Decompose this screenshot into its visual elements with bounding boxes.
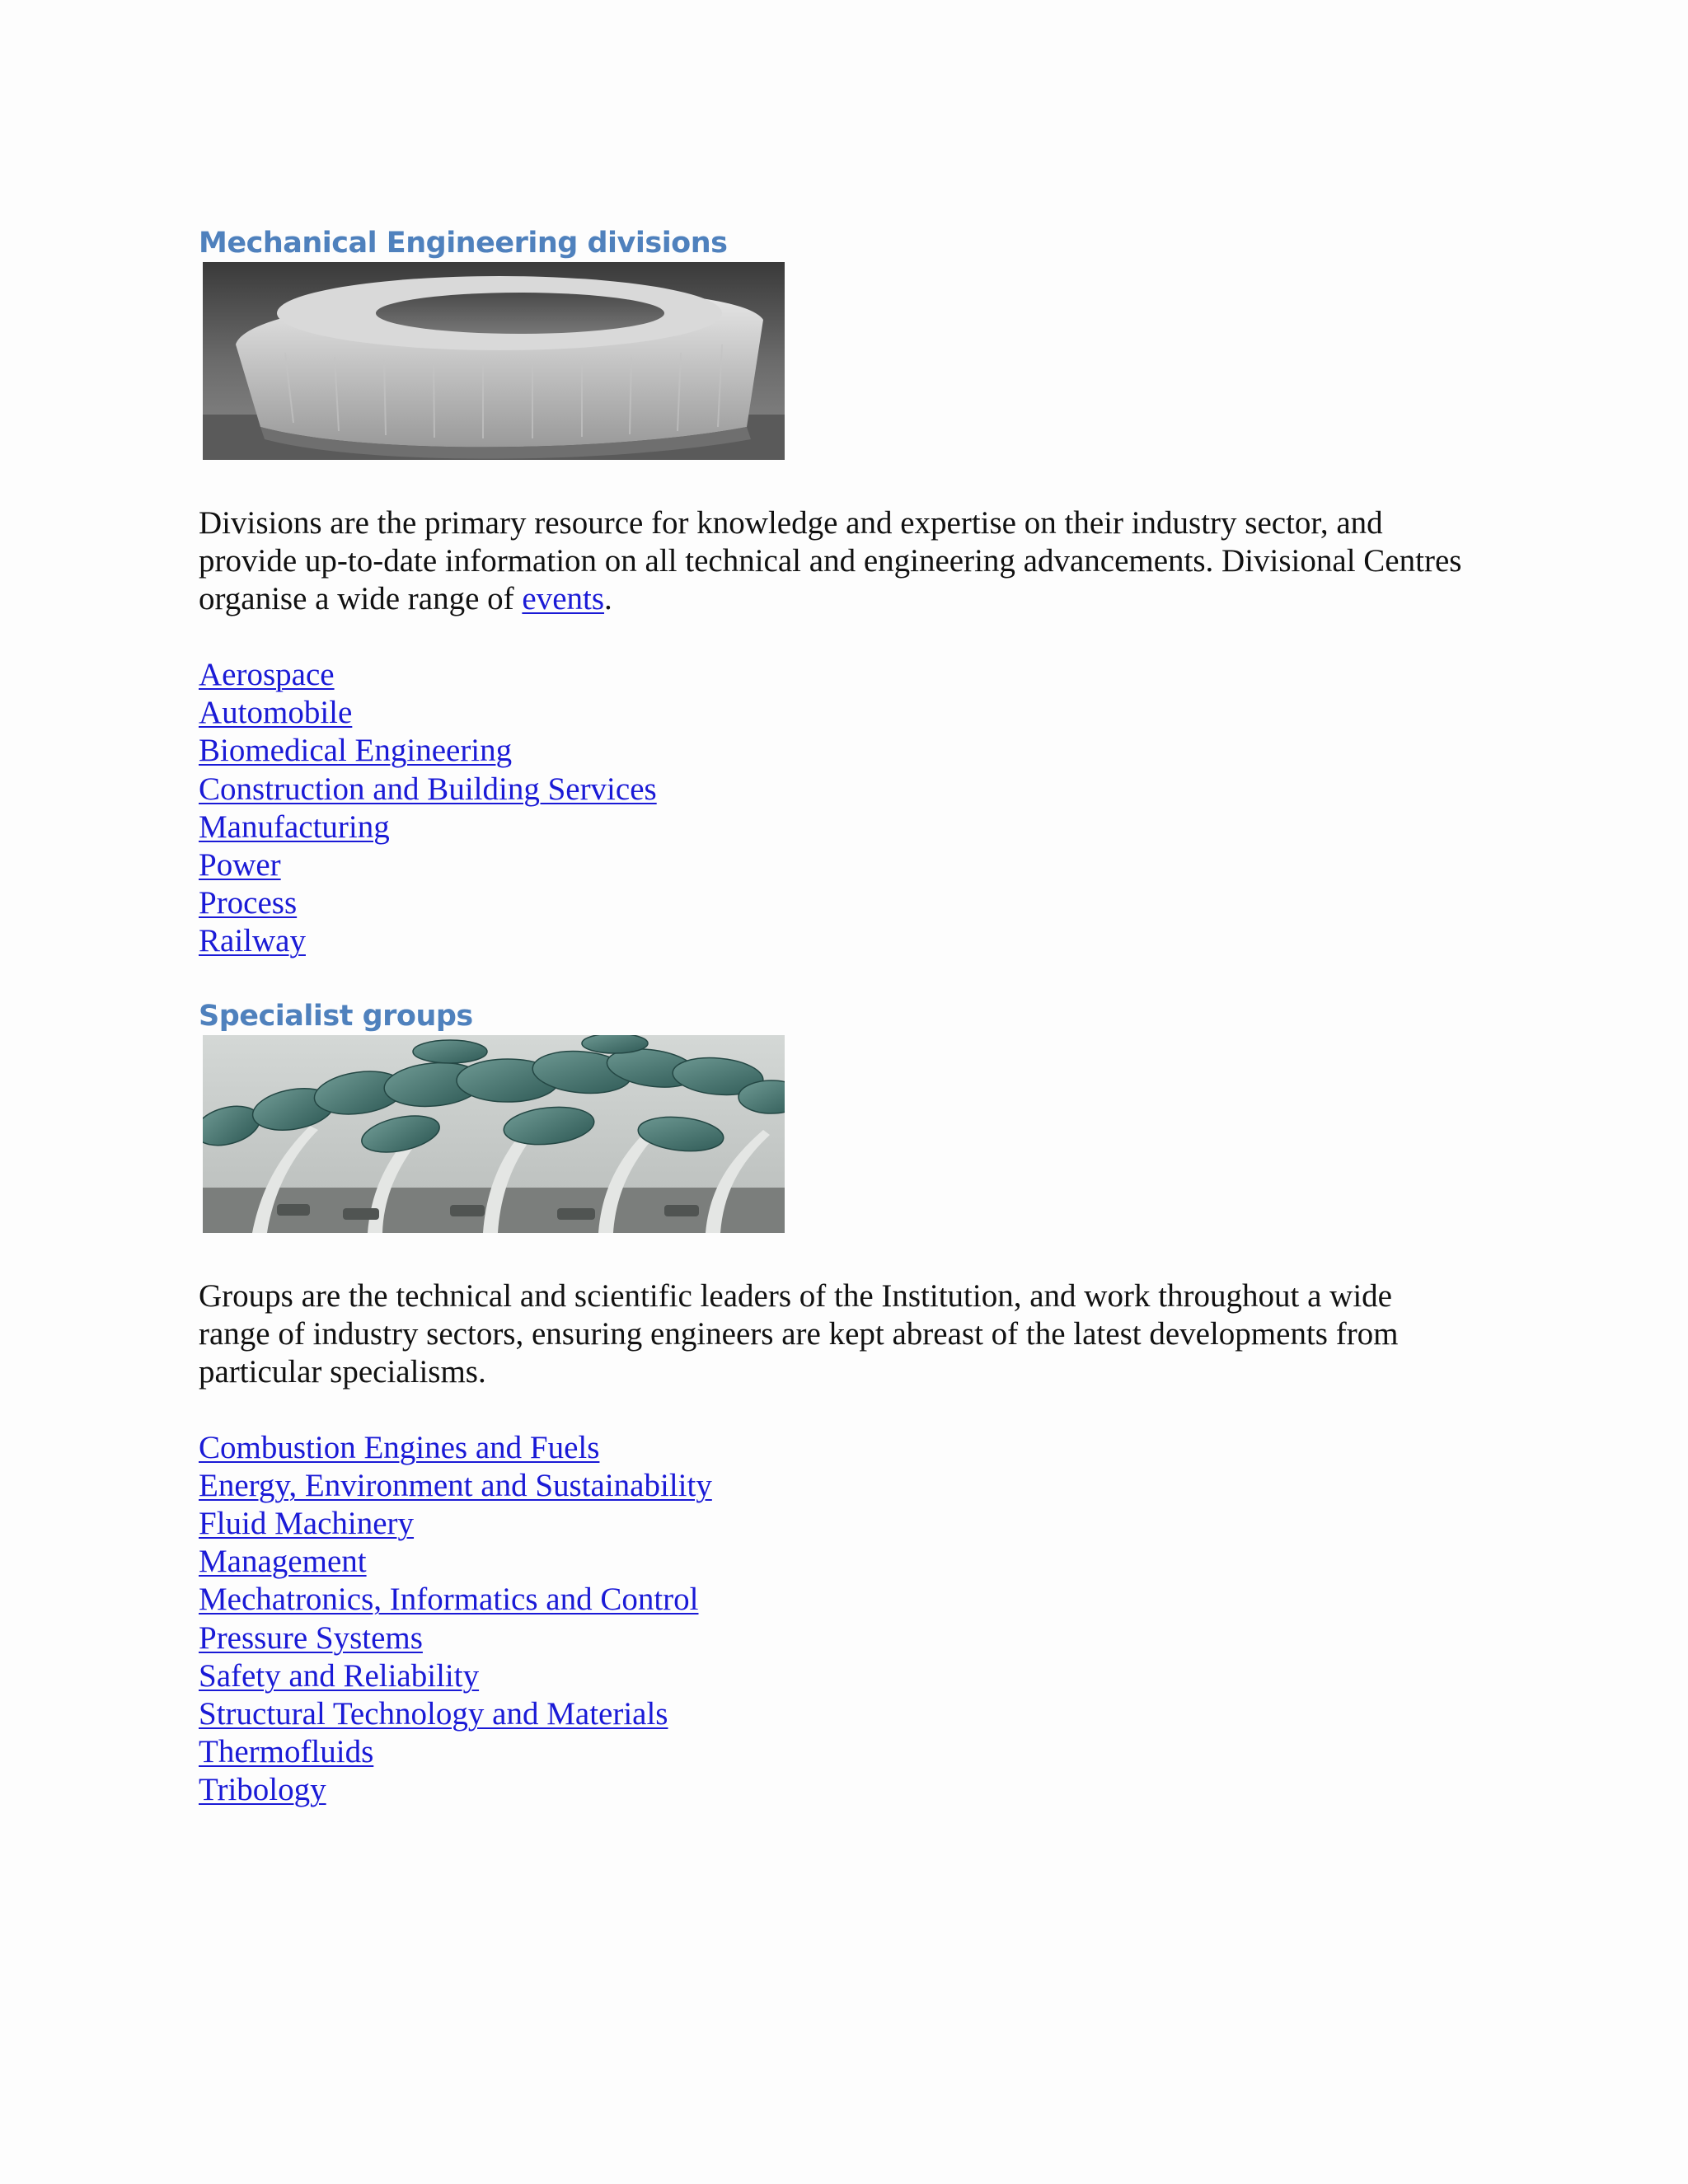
- division-link-process[interactable]: Process: [199, 885, 298, 921]
- division-link-construction[interactable]: Construction and Building Services: [199, 771, 657, 807]
- division-link-biomedical[interactable]: Biomedical Engineering: [199, 733, 513, 769]
- list-item: [199, 656, 1468, 694]
- list-item: [199, 884, 1468, 922]
- groups-heading: Specialist groups: [199, 999, 473, 1033]
- events-link[interactable]: events: [522, 581, 605, 616]
- divisions-list: [199, 656, 1468, 961]
- list-item: [199, 1543, 1468, 1581]
- document-page: [199, 224, 1468, 1810]
- divisions-intro-end: .: [604, 581, 612, 616]
- list-item: [199, 732, 1468, 770]
- division-link-manufacturing[interactable]: Manufacturing: [199, 808, 390, 845]
- list-item: [199, 1733, 1468, 1771]
- groups-list: [199, 1429, 1468, 1810]
- solar-trees-image: [203, 1035, 785, 1233]
- group-link-energy[interactable]: Energy, Environment and Sustainability: [199, 1467, 712, 1503]
- list-item: [199, 1581, 1468, 1619]
- list-item: [199, 1429, 1468, 1467]
- groups-intro: Groups are the technical and scientific leaders of the Institution, and work throughout a wide range of industry sectors, ensuring engineers are kept abreast of the latest developments from particular specialisms.: [199, 1277, 1399, 1390]
- list-item: [199, 922, 1468, 960]
- divisions-intro-text: Divisions are the primary resource for knowledge and expertise on their industry sector, and provide up-to-date information on all technical and engineering advancements. Divisional Centres organise a wide range of: [199, 505, 1462, 616]
- list-item: [199, 808, 1468, 846]
- division-link-aerospace[interactable]: Aerospace: [199, 657, 335, 692]
- list-item: [199, 1619, 1468, 1657]
- list-item: [199, 846, 1468, 884]
- group-link-tribology[interactable]: Tribology: [199, 1772, 326, 1808]
- group-link-thermofluids[interactable]: Thermofluids: [199, 1734, 374, 1770]
- divisions-heading: Mechanical Engineering divisions: [199, 227, 728, 260]
- group-link-safety[interactable]: Safety and Reliability: [199, 1657, 480, 1694]
- group-link-mechatronics[interactable]: Mechatronics, Informatics and Control: [199, 1582, 699, 1618]
- list-item: [199, 771, 1468, 808]
- group-link-structural[interactable]: Structural Technology and Materials: [199, 1696, 668, 1732]
- division-link-railway[interactable]: Railway: [199, 923, 306, 959]
- list-item: [199, 1657, 1468, 1695]
- stadium-image: [203, 262, 785, 460]
- list-item: [199, 1771, 1468, 1809]
- list-item: [199, 1467, 1468, 1505]
- list-item: [199, 694, 1468, 732]
- group-link-management[interactable]: Management: [199, 1544, 367, 1580]
- list-item: [199, 1505, 1468, 1543]
- division-link-automobile[interactable]: Automobile: [199, 695, 353, 731]
- group-link-fluid-machinery[interactable]: Fluid Machinery: [199, 1506, 415, 1542]
- group-link-combustion[interactable]: Combustion Engines and Fuels: [199, 1429, 600, 1465]
- list-item: [199, 1695, 1468, 1733]
- division-link-power[interactable]: Power: [199, 847, 281, 883]
- divisions-intro: [199, 504, 1468, 618]
- group-link-pressure-systems[interactable]: Pressure Systems: [199, 1619, 423, 1656]
